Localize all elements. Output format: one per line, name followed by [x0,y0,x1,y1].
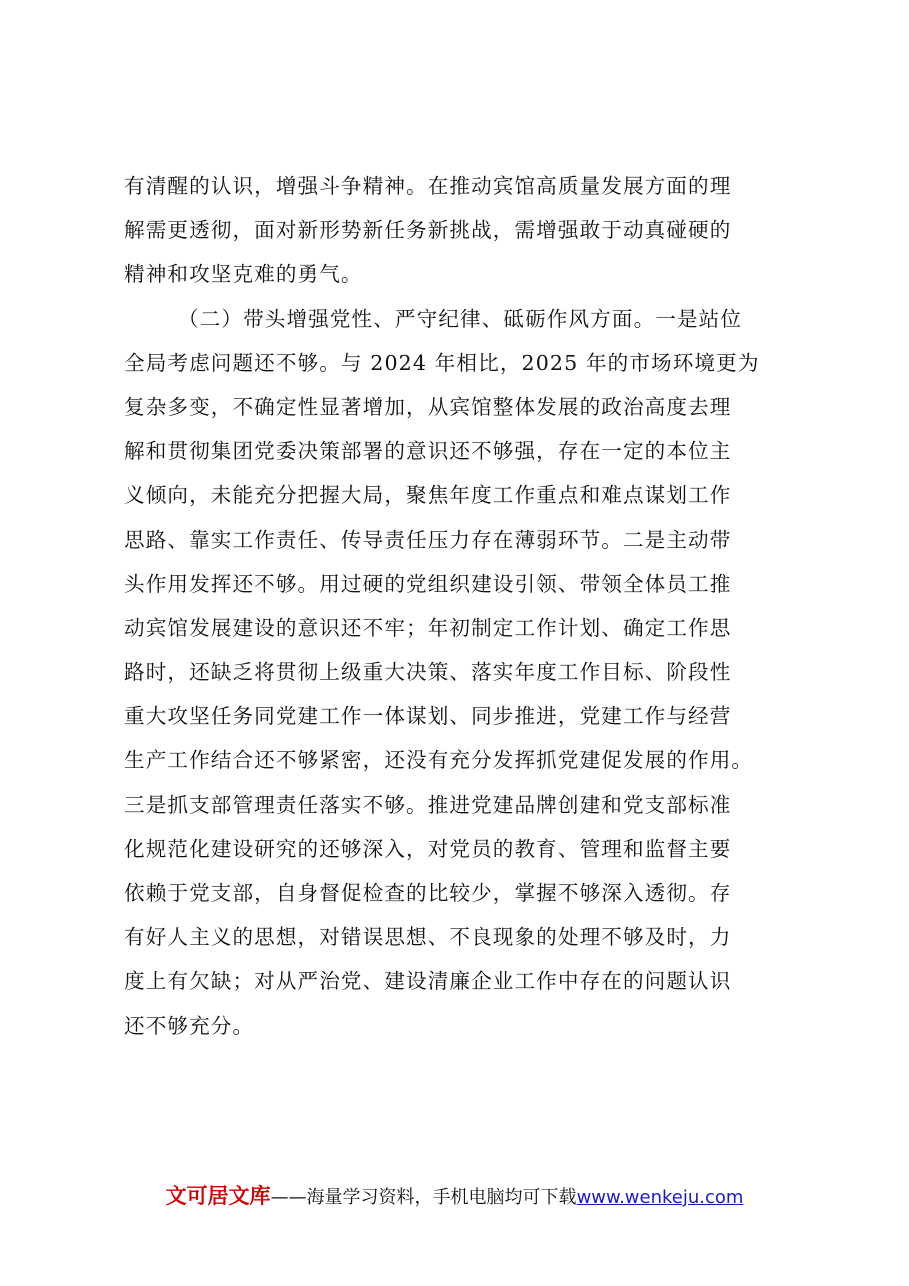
footer-banner [0,1180,909,1214]
text-line: 解和贯彻集团党委决策部署的意识还不够强，存在一定的本位主 [124,439,732,464]
text-line: 精神和攻坚克难的勇气。 [124,262,363,287]
text-line: 依赖于党支部，自身督促检查的比较少，掌握不够深入透彻。存 [124,881,732,905]
footer-website-link[interactable]: www.wenkeju.com [576,1187,744,1208]
text-line: 有好人主义的思想，对错误思想、不良现象的处理不够及时，力 [124,925,732,950]
text-line: 全局考虑问题还不够。与 2024 年相比，2025 年的市场环境更为 [124,350,760,375]
text-line: 还不够充分。 [124,1013,255,1038]
section-heading-line: （二）带头增强党性、严守纪律、砥砺作风方面。一是站位 [178,306,743,331]
text-line: 重大攻坚任务同党建工作一体谋划、同步推进，党建工作与经营 [124,704,732,729]
text-line: 化规范化建设研究的还够深入，对党员的教育、管理和监督主要 [124,836,732,861]
text-line: 复杂多变，不确定性显著增加，从宾馆整体发展的政治高度去理 [124,394,732,419]
footer-brand: 文可居文库 [165,1184,271,1208]
text-line: 解需更透彻，面对新形势新任务新挑战，需增强敢于动真碰硬的 [124,218,732,243]
text-line: 三是抓支部管理责任落实不够。推进党建品牌创建和党支部标准 [124,792,732,817]
text-line: 度上有欠缺；对从严治党、建设清廉企业工作中存在的问题认识 [124,969,732,994]
text-line: 生产工作结合还不够紧密，还没有充分发挥抓党建促发展的作用。 [124,748,754,773]
text-line: 动宾馆发展建设的意识还不牢；年初制定工作计划、确定工作思 [124,615,732,640]
text-line: 路时，还缺乏将贯彻上级重大决策、落实年度工作目标、阶段性 [124,660,732,685]
text-line: 义倾向，未能充分把握大局，聚焦年度工作重点和难点谋划工作 [124,483,732,508]
text-line: 思路、靠实工作责任、传导责任压力存在薄弱环节。二是主动带 [124,527,732,552]
text-line: 有清醒的认识，增强斗争精神。在推动宾馆高质量发展方面的理 [124,174,732,198]
footer-tagline: ——海量学习资料，手机电脑均可下载 [270,1187,577,1208]
document-body [124,164,794,1048]
text-line: 头作用发挥还不够。用过硬的党组织建设引领、带领全体员工推 [124,571,732,596]
